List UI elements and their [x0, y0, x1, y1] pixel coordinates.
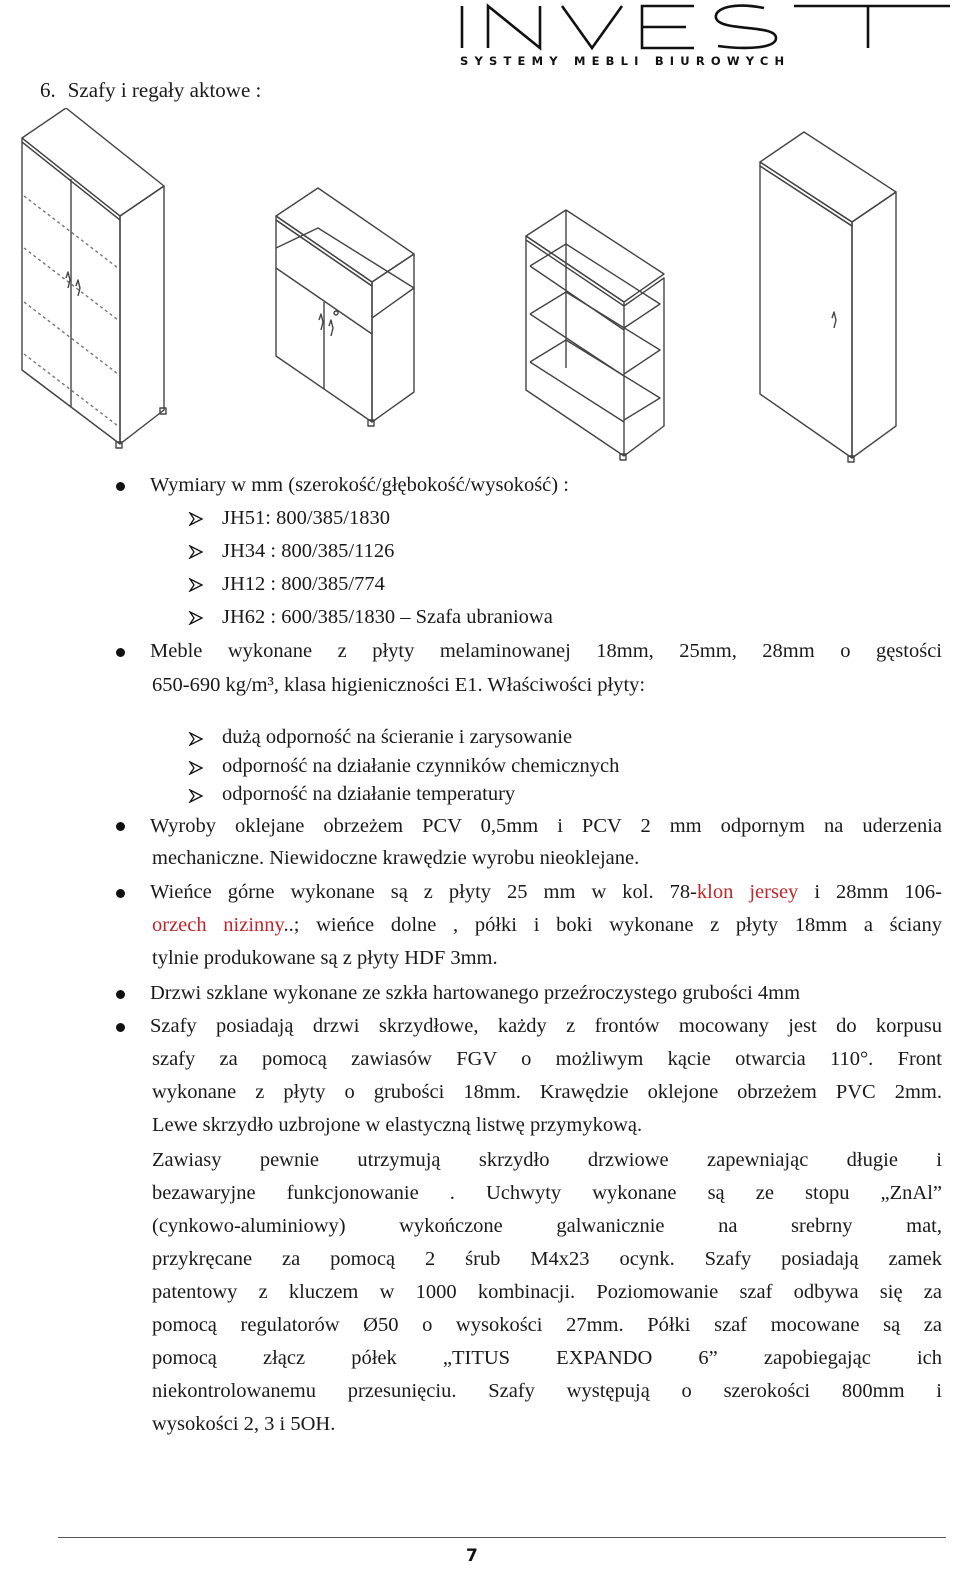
dimension-item: JH12 : 800/385/774 — [222, 573, 385, 595]
doors-line: patentowy z kluczem w 1000 kombinacji. Poziomowanie szaf odbywa się za — [152, 1281, 942, 1303]
doors-line: niekontrolowanemu przesunięciu. Szafy występują o szerokości 800mm i — [152, 1380, 942, 1402]
doors-line: przykręcane za pomocą 2 śrub M4x23 ocynk. Szafy posiadają zamek — [152, 1248, 942, 1270]
doors-line: Zawiasy pewnie utrzymują skrzydło drzwiowe zapewniając długie i — [152, 1149, 942, 1171]
cabinet-jh51-drawing — [22, 108, 166, 448]
doors-line: (cynkowo-aluminiowy) wykończone galwanicznie na srebrny mat, — [152, 1215, 942, 1237]
material-line-1: Meble wykonane z płyty melaminowanej 18mm, 25mm, 28mm o gęstości — [150, 640, 942, 662]
color-name-maple: klon jersey — [696, 881, 799, 903]
doors-line: wysokości 2, 3 i 5OH. — [152, 1413, 336, 1435]
bullet-icon — [116, 648, 125, 657]
arrow-bullet-icon — [188, 578, 204, 592]
bullet-icon — [116, 1023, 125, 1032]
dimension-item: JH51: 800/385/1830 — [222, 507, 390, 529]
edging-line-2: mechaniczne. Niewidoczne krawędzie wyrobu nieoklejane. — [152, 847, 640, 869]
section-title: Szafy i regały aktowe : — [67, 78, 262, 102]
bullet-icon — [116, 822, 125, 831]
doors-line: szafy za pomocą zawiasów FGV o możliwym kącie otwarcia 110°. Front — [152, 1048, 942, 1070]
cabinet-jh34-drawing — [276, 188, 414, 426]
color-name-walnut: orzech nizinny — [152, 914, 284, 936]
doors-line: bezawaryjne funkcjonowanie . Uchwyty wykonane są ze stopu „ZnAl” — [152, 1182, 942, 1204]
property-item: odporność na działanie czynników chemicznych — [222, 755, 620, 777]
bullet-icon — [116, 889, 125, 898]
doors-line: pomocą złącz półek „TITUS EXPANDO 6” zapobiegając ich — [152, 1347, 942, 1369]
arrow-bullet-icon — [188, 761, 204, 775]
section-heading — [40, 78, 261, 103]
dimension-item: JH62 : 600/385/1830 – Szafa ubraniowa — [222, 606, 553, 628]
arrow-bullet-icon — [188, 732, 204, 746]
tops-text: ..; wieńce dolne , półki i boki wykonane z płyty 18mm a ściany — [283, 914, 942, 936]
tops-line-1 — [150, 881, 942, 904]
doors-line: Lewe skrzydło uzbrojone w elastyczną listwę przymykową. — [152, 1114, 643, 1136]
cabinet-jh62-drawing — [760, 132, 896, 462]
bullet-icon — [116, 990, 125, 999]
doors-line: pomocą regulatorów Ø50 o wysokości 27mm. Półki szaf mocowane są za — [152, 1314, 942, 1336]
doors-line: Szafy posiadają drzwi skrzydłowe, każdy z frontów mocowany jest do korpusu — [150, 1015, 942, 1037]
material-line-2: 650-690 kg/m³, klasa higieniczności E1. Właściwości płyty: — [152, 674, 646, 696]
logo-subtitle: SYSTEMY MEBLI BIUROWYCH — [460, 54, 791, 68]
bullet-icon — [116, 482, 125, 491]
arrow-bullet-icon — [188, 611, 204, 625]
section-number: 6. — [40, 78, 56, 102]
arrow-bullet-icon — [188, 512, 204, 526]
property-item: dużą odporność na ścieranie i zarysowanie — [222, 726, 573, 748]
page-number: 7 — [466, 1546, 478, 1566]
tops-line-3: tylnie produkowane są z płyty HDF 3mm. — [152, 947, 498, 969]
property-item: odporność na działanie temperatury — [222, 783, 516, 805]
cabinet-drawings — [14, 108, 954, 468]
dimensions-label: Wymiary w mm (szerokość/głębokość/wysokość) : — [150, 474, 569, 496]
tops-line-2 — [152, 914, 942, 937]
arrow-bullet-icon — [188, 545, 204, 559]
glass-line: Drzwi szklane wykonane ze szkła hartowanego przeźroczystego grubości 4mm — [150, 982, 801, 1004]
dimension-item: JH34 : 800/385/1126 — [222, 540, 395, 562]
edging-line-1: Wyroby oklejane obrzeżem PCV 0,5mm i PCV 2 mm odpornym na uderzenia — [150, 815, 942, 837]
cabinet-jh12-drawing — [526, 210, 664, 460]
arrow-bullet-icon — [188, 789, 204, 803]
footer-divider — [58, 1537, 946, 1538]
doors-line: wykonane z płyty o grubości 18mm. Krawędzie oklejone obrzeżem PVC 2mm. — [152, 1081, 942, 1103]
tops-text: i 28mm 106- — [798, 881, 942, 903]
tops-text: Wieńce górne wykonane są z płyty 25 mm w kol. 78- — [150, 881, 697, 903]
